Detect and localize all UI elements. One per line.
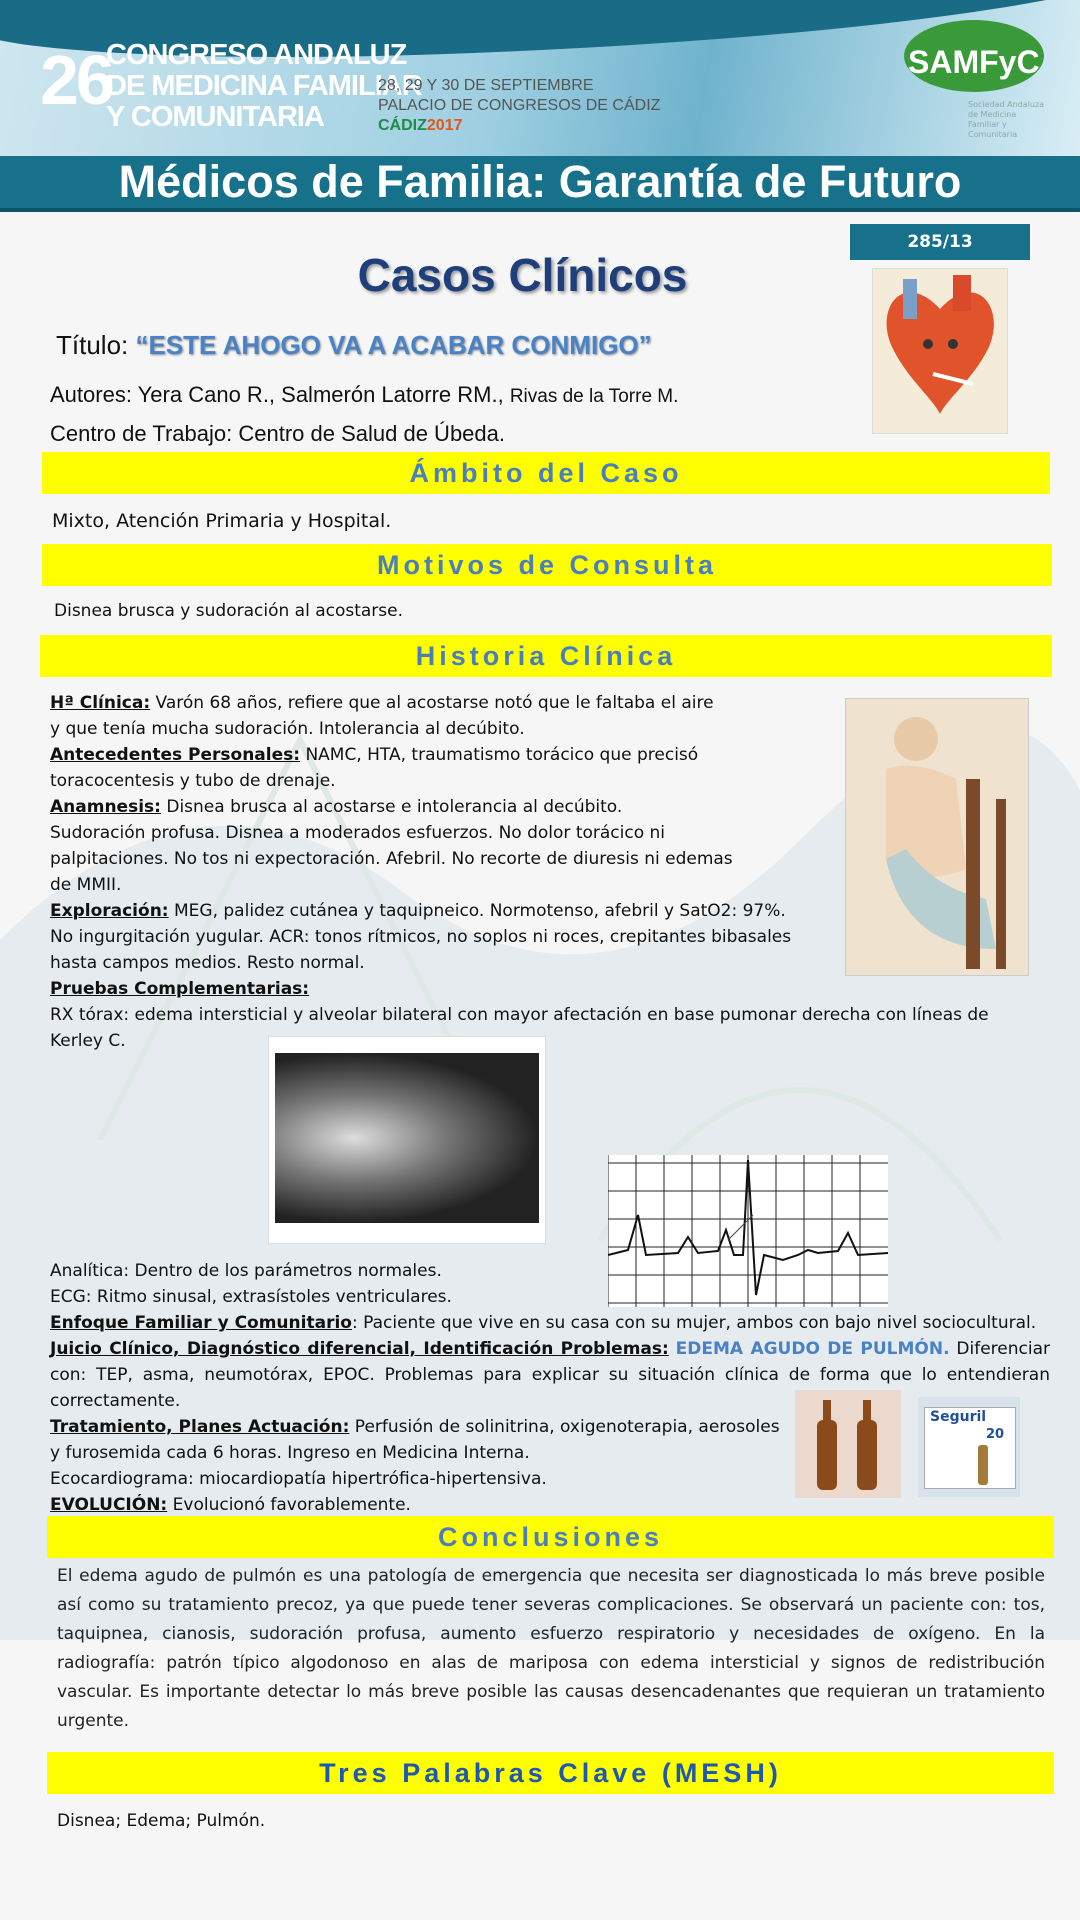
section-historia: Historia Clínica: [40, 635, 1052, 677]
ef-text: : Paciente que vive en su casa con su mujer, ambos con bajo nivel sociocultural.: [351, 1313, 1037, 1333]
authors-main: Yera Cano R., Salmerón Latorre RM.,: [137, 382, 504, 407]
ampoules-photo: [795, 1390, 901, 1498]
case-title: “ESTE AHOGO VA A ACABAR CONMIGO”: [135, 330, 652, 360]
tratamiento-line-2: y furosemida cada 6 horas. Ingreso en Medicina Interna.: [50, 1443, 530, 1463]
logo-text: SAMFyC: [908, 44, 1040, 80]
year-text: 2017: [426, 117, 463, 134]
eco-line: Ecocardiograma: miocardiopatía hipertrófica-hipertensiva.: [50, 1469, 547, 1489]
ex-text: MEG, palidez cutánea y taquipneico. Normotenso, afebril y SatO2: 97%.: [174, 901, 786, 921]
an-text: Disnea brusca al acostarse e intolerancia al decúbito.: [166, 797, 623, 817]
center-label: Centro de Trabajo:: [50, 421, 233, 446]
ex-label: Exploración:: [50, 901, 169, 921]
an-label: Anamnesis:: [50, 797, 161, 817]
palabras-clave-text: Disnea; Edema; Pulmón.: [57, 1811, 266, 1831]
congress-name: [106, 40, 422, 133]
motivos-text: Disnea brusca y sudoración al acostarse.: [54, 601, 404, 621]
logo-subtitle: Sociedad Andaluza de Medicina Familiar y Comunitaria: [968, 100, 1045, 139]
authors-label: Autores:: [50, 382, 132, 407]
dates-text: 28, 29 Y 30 DE SEPTIEMBRE: [378, 77, 594, 94]
reference-badge: 285/13: [850, 224, 1030, 260]
hist-line: de MMII.: [50, 875, 122, 895]
congress-line-1: CONGRESO ANDALUZ: [106, 39, 407, 71]
hist-line: Sudoración profusa. Disnea a moderados esfuerzos. No dolor torácico ni: [50, 823, 666, 843]
tr-text: Perfusión de solinitrina, oxigenoterapia, aerosoles: [354, 1417, 780, 1437]
congress-line-2: DE MEDICINA FAMILIAR: [106, 70, 422, 102]
case-title-row: [56, 330, 652, 361]
section-conclusiones: Conclusiones: [47, 1516, 1054, 1558]
ap-label: Antecedentes Personales:: [50, 745, 301, 765]
historia-clinica: [50, 690, 1050, 1054]
section-motivos: Motivos de Consulta: [42, 544, 1052, 586]
hist-line: RX tórax: edema intersticial y alveolar bilateral con mayor afectación en base pumonar derecha con líneas de Kerley C.: [50, 1005, 989, 1051]
hist-line: [50, 976, 1050, 1002]
ecg-line: ECG: Ritmo sinusal, extrasístoles ventriculares.: [50, 1287, 452, 1307]
authors-row: [50, 382, 678, 408]
hist-line: palpitaciones. No tos ni expectoración. Afebril. No recorte de diuresis ni edemas: [50, 849, 733, 869]
congress-header: [0, 0, 1080, 156]
chest-xray-image: [268, 1036, 546, 1244]
jc-highlight: EDEMA AGUDO DE PULMÓN.: [675, 1339, 950, 1359]
ev-label: EVOLUCIÓN:: [50, 1495, 168, 1515]
enfoque-line: [50, 1310, 1050, 1336]
city-text: CÁDIZ: [378, 117, 427, 134]
analitica-line: Analítica: Dentro de los parámetros normales.: [50, 1261, 442, 1281]
authors-extra: Rivas de la Torre M.: [509, 386, 679, 407]
hist-line: No ingurgitación yugular. ACR: tonos rítmicos, no soplos ni roces, crepitantes bibasales: [50, 927, 792, 947]
hist-line: [50, 690, 1050, 716]
hist-line: [50, 794, 1050, 820]
hist-text: Varón 68 años, refiere que al acostarse notó que le faltaba el aire: [155, 693, 714, 713]
case-title-label: Título:: [56, 330, 129, 360]
jc-label: Juicio Clínico, Diagnóstico diferencial, Identificación Problemas:: [50, 1339, 669, 1359]
congress-dates: [378, 76, 660, 136]
hist-line: [50, 898, 1050, 924]
section-ambito: Ámbito del Caso: [42, 452, 1050, 494]
section-palabras-clave: Tres Palabras Clave (MESH): [47, 1752, 1054, 1794]
seguril-ampoule: [978, 1445, 988, 1485]
ap-text: NAMC, HTA, traumatismo torácico que precisó: [305, 745, 699, 765]
city-year: [378, 116, 660, 136]
conclusiones-text: El edema agudo de pulmón es una patología de emergencia que necesita ser diagnosticada lo más breve posible así como su tratamiento precoz, ya que puede tener severas complicaciones. Se observará un paciente con: tos, taquipnea, cianosis, sudoración profusa, aumento esfuerzo respiratorio y necesidades de oxígeno. En la radiografía: patrón típico algodonoso en alas de mariposa con edema intersticial y signos de redistribución vascular. Es importante detectar lo más breve posible las causas desencadenantes que requieran un tratamiento urgente.: [57, 1566, 1045, 1731]
ef-label: Enfoque Familiar y Comunitario: [50, 1313, 352, 1333]
hist-line: toracocentesis y tubo de drenaje.: [50, 771, 336, 791]
xray-film: [275, 1053, 539, 1223]
hist-label: Hª Clínica:: [50, 693, 151, 713]
center-text: Centro de Salud de Úbeda.: [238, 421, 505, 446]
seguril-brand: Seguril: [930, 1409, 987, 1425]
center-row: [50, 421, 505, 447]
page-title: Casos Clínicos: [357, 249, 688, 301]
hist-line: hasta campos medios. Resto normal.: [50, 953, 365, 973]
pc-label: Pruebas Complementarias:: [50, 979, 310, 999]
edition-number: 26: [40, 41, 112, 119]
ev-text: Evolucionó favorablemente.: [172, 1495, 411, 1515]
banner-title: Médicos de Familia: Garantía de Futuro: [0, 156, 1080, 212]
jc-text: Diferenciar con: TEP, asma, neumotórax, EPOC. Problemas para explicar su situación clínica de forma que lo entendieran correctamente.: [50, 1339, 1050, 1411]
seguril-dose: 20: [986, 1427, 1005, 1442]
hist-line: y que tenía mucha sudoración. Intolerancia al decúbito.: [50, 719, 525, 739]
ambito-text: Mixto, Atención Primaria y Hospital.: [52, 510, 392, 532]
congress-line-3: Y COMUNITARIA: [106, 101, 324, 133]
hist-line: [50, 742, 1050, 768]
seguril-box-photo: [918, 1397, 1020, 1497]
venue-text: PALACIO DE CONGRESOS DE CÁDIZ: [378, 97, 661, 114]
tr-label: Tratamiento, Planes Actuación:: [50, 1417, 350, 1437]
